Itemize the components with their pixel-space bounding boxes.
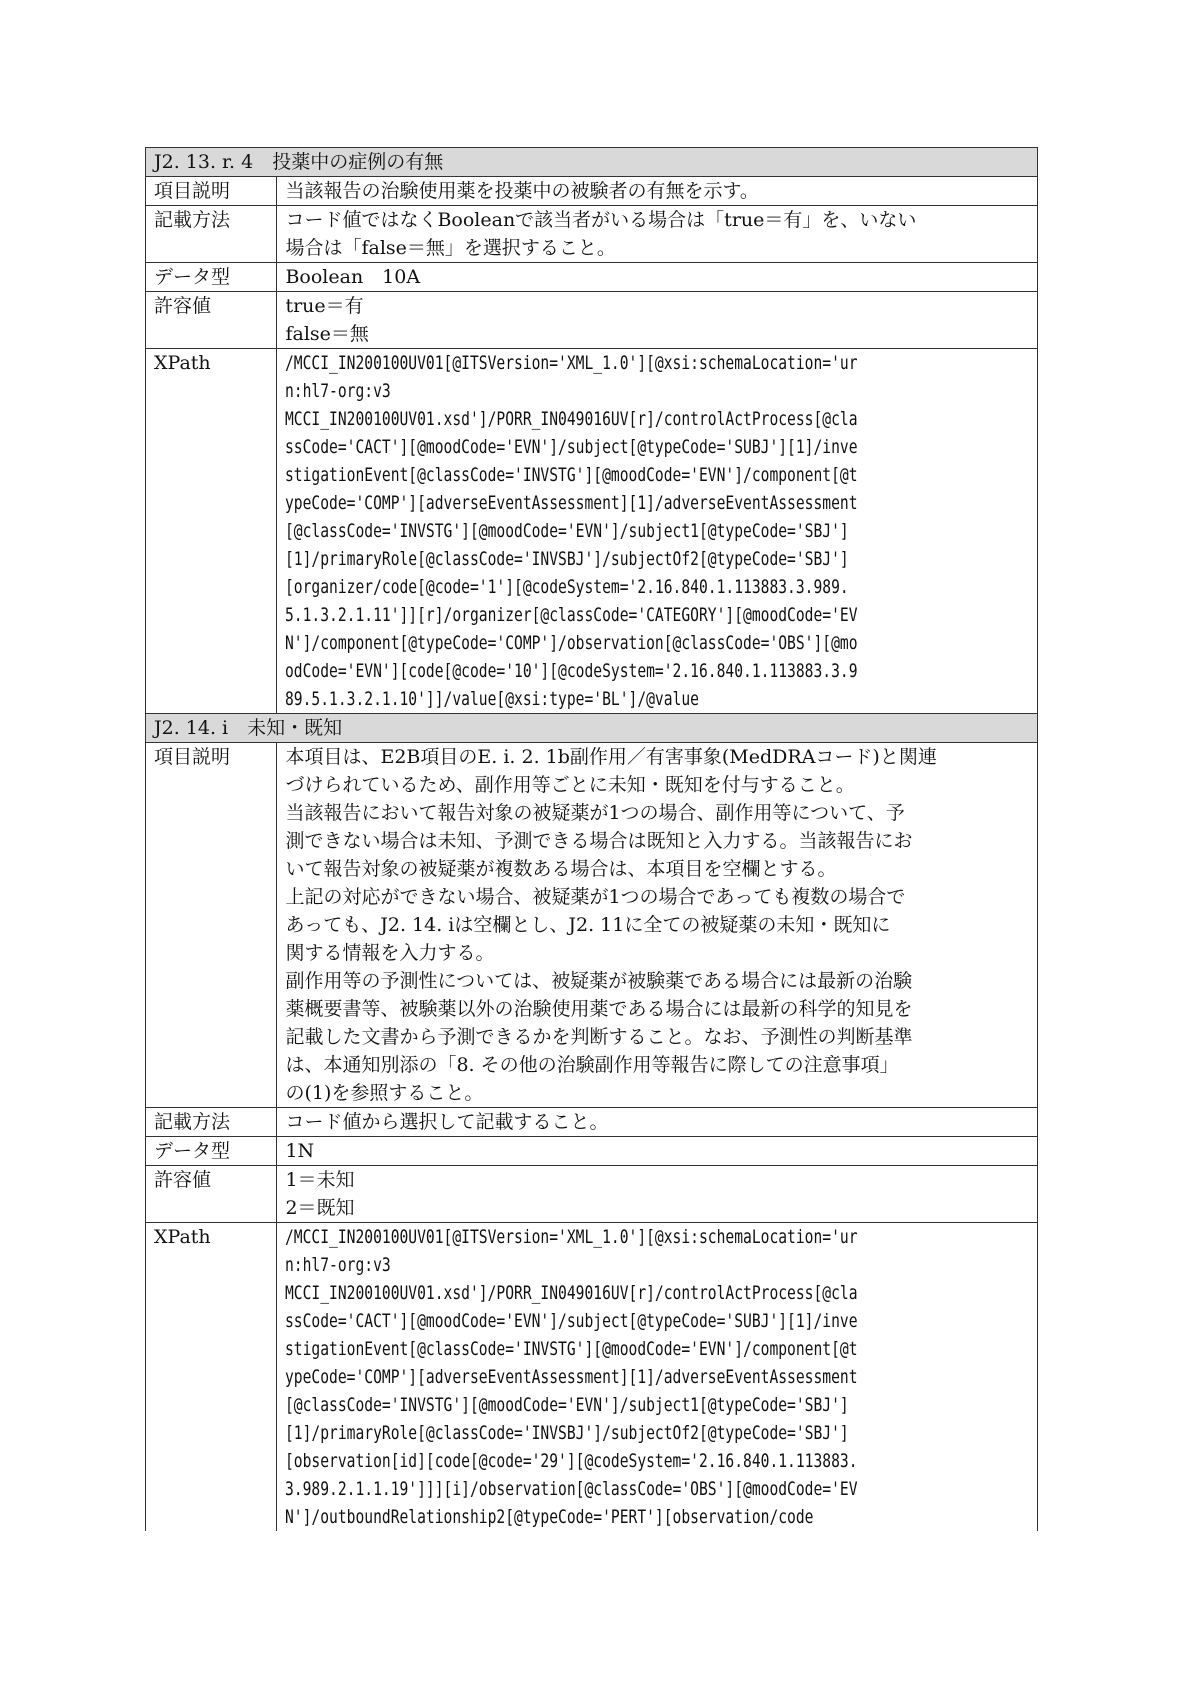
section-header-row xyxy=(146,148,1038,177)
value-line: 薬概要書等、被験薬以外の治験使用薬である場合には最新の科学的知見を xyxy=(285,998,913,1020)
value-line: 当該報告の治験使用薬を投薬中の被験者の有無を示す。 xyxy=(285,180,759,202)
value-line: 関する情報を入力する。 xyxy=(285,942,495,964)
row-label: 記載方法 xyxy=(146,1108,277,1137)
table-row xyxy=(146,1223,1038,1532)
value-line: の(1)を参照すること。 xyxy=(285,1082,484,1104)
value-line: ssCode='CACT'][@moodCode='EVN']/subject[@typeCode='SUBJ'][1]/inve xyxy=(285,436,858,458)
value-line: false＝無 xyxy=(285,323,369,345)
value-line: stigationEvent[@classCode='INVSTG'][@moodCode='EVN']/component[@t xyxy=(285,464,858,486)
row-value xyxy=(277,1166,1038,1223)
value-line: n:hl7-org:v3 xyxy=(285,1254,392,1276)
value-line: コード値から選択して記載すること。 xyxy=(285,1111,609,1133)
row-label: 許容値 xyxy=(146,1166,277,1223)
value-line: [1]/primaryRole[@classCode='INVSBJ']/subjectOf2[@typeCode='SBJ'] xyxy=(285,548,850,570)
table-row xyxy=(146,1137,1038,1166)
value-line: 当該報告において報告対象の被疑薬が1つの場合、副作用等について、予 xyxy=(285,802,905,824)
row-label: データ型 xyxy=(146,263,277,292)
value-line: 3.989.2.1.1.19']]][i]/observation[@classCode='OBS'][@moodCode='EV xyxy=(285,1478,858,1500)
table-row xyxy=(146,1166,1038,1223)
row-label: XPath xyxy=(146,1223,277,1532)
row-value xyxy=(277,263,1038,292)
value-line: /MCCI_IN200100UV01[@ITSVersion='XML_1.0'][@xsi:schemaLocation='ur xyxy=(285,352,858,374)
value-line: N']/outboundRelationship2[@typeCode='PERT'][observation/code xyxy=(285,1506,814,1528)
table-row xyxy=(146,743,1038,1108)
value-line: 測できない場合は未知、予測できる場合は既知と入力する。当該報告にお xyxy=(285,830,913,852)
value-line: Boolean 10A xyxy=(285,266,421,288)
row-value xyxy=(277,1137,1038,1166)
table-row xyxy=(146,263,1038,292)
value-line: 上記の対応ができない場合、被疑薬が1つの場合であっても複数の場合で xyxy=(285,886,906,908)
section-title: J2. 14. i 未知・既知 xyxy=(146,714,1038,743)
value-line: あっても、J2. 14. iは空欄とし、J2. 11に全ての被疑薬の未知・既知に xyxy=(285,914,891,936)
row-value xyxy=(277,743,1038,1108)
table-row xyxy=(146,1108,1038,1137)
value-line: コード値ではなくBooleanで該当者がいる場合は「true＝有」を、いない xyxy=(285,209,917,231)
value-line: N']/component[@typeCode='COMP']/observation[@classCode='OBS'][@mo xyxy=(285,632,858,654)
row-value xyxy=(277,177,1038,206)
value-line: stigationEvent[@classCode='INVSTG'][@moodCode='EVN']/component[@t xyxy=(285,1338,858,1360)
value-line: MCCI_IN200100UV01.xsd']/PORR_IN049016UV[r]/controlActProcess[@cla xyxy=(285,1282,858,1304)
row-value xyxy=(277,1108,1038,1137)
row-value xyxy=(277,349,1038,714)
value-line: づけられているため、副作用等ごとに未知・既知を付与すること。 xyxy=(285,774,855,796)
value-line: 5.1.3.2.1.11']][r]/organizer[@classCode='CATEGORY'][@moodCode='EV xyxy=(285,604,858,626)
row-label: 項目説明 xyxy=(146,743,277,1108)
value-line: true＝有 xyxy=(285,295,364,317)
table-row xyxy=(146,292,1038,349)
table-row xyxy=(146,349,1038,714)
row-label: 記載方法 xyxy=(146,206,277,263)
row-value xyxy=(277,292,1038,349)
section-title: J2. 13. r. 4 投薬中の症例の有無 xyxy=(146,148,1038,177)
value-line: [organizer/code[@code='1'][@codeSystem='2.16.840.1.113883.3.989. xyxy=(285,576,850,598)
row-label: データ型 xyxy=(146,1137,277,1166)
value-line: は、本通知別添の「8. その他の治験副作用等報告に際しての注意事項」 xyxy=(285,1054,899,1076)
value-line: [observation[id][code[@code='29'][@codeSystem='2.16.840.1.113883. xyxy=(285,1450,858,1472)
value-line: [1]/primaryRole[@classCode='INVSBJ']/subjectOf2[@typeCode='SBJ'] xyxy=(285,1422,850,1444)
value-line: 2＝既知 xyxy=(285,1197,355,1219)
value-line: [@classCode='INVSTG'][@moodCode='EVN']/subject1[@typeCode='SBJ'] xyxy=(285,520,850,542)
value-line: 本項目は、E2B項目のE. i. 2. 1b副作用／有害事象(MedDRAコード)と関連 xyxy=(285,746,937,768)
value-line: いて報告対象の被疑薬が複数ある場合は、本項目を空欄とする。 xyxy=(285,858,837,880)
table-body xyxy=(146,148,1038,1532)
row-label: 許容値 xyxy=(146,292,277,349)
value-line: ssCode='CACT'][@moodCode='EVN']/subject[@typeCode='SUBJ'][1]/inve xyxy=(285,1310,858,1332)
row-value xyxy=(277,1223,1038,1532)
value-line: [@classCode='INVSTG'][@moodCode='EVN']/subject1[@typeCode='SBJ'] xyxy=(285,1394,850,1416)
value-line: 1＝未知 xyxy=(285,1169,355,1191)
section-header-row xyxy=(146,714,1038,743)
value-line: 副作用等の予測性については、被疑薬が被験薬である場合には最新の治験 xyxy=(285,970,913,992)
table-row xyxy=(146,206,1038,263)
table-row xyxy=(146,177,1038,206)
value-line: ypeCode='COMP'][adverseEventAssessment][1]/adverseEventAssessment xyxy=(285,1366,858,1388)
row-label: 項目説明 xyxy=(146,177,277,206)
row-label: XPath xyxy=(146,349,277,714)
row-value xyxy=(277,206,1038,263)
value-line: MCCI_IN200100UV01.xsd']/PORR_IN049016UV[r]/controlActProcess[@cla xyxy=(285,408,858,430)
value-line: ypeCode='COMP'][adverseEventAssessment][1]/adverseEventAssessment xyxy=(285,492,858,514)
value-line: odCode='EVN'][code[@code='10'][@codeSystem='2.16.840.1.113883.3.9 xyxy=(285,660,858,682)
value-line: 89.5.1.3.2.1.10']]/value[@xsi:type='BL']/@value xyxy=(285,688,700,710)
value-line: 1N xyxy=(285,1140,315,1162)
specification-table xyxy=(145,147,1038,1531)
value-line: n:hl7-org:v3 xyxy=(285,380,392,402)
value-line: /MCCI_IN200100UV01[@ITSVersion='XML_1.0'][@xsi:schemaLocation='ur xyxy=(285,1226,858,1248)
value-line: 場合は「false＝無」を選択すること。 xyxy=(285,237,616,259)
value-line: 記載した文書から予測できるかを判断すること。なお、予測性の判断基準 xyxy=(285,1026,913,1048)
